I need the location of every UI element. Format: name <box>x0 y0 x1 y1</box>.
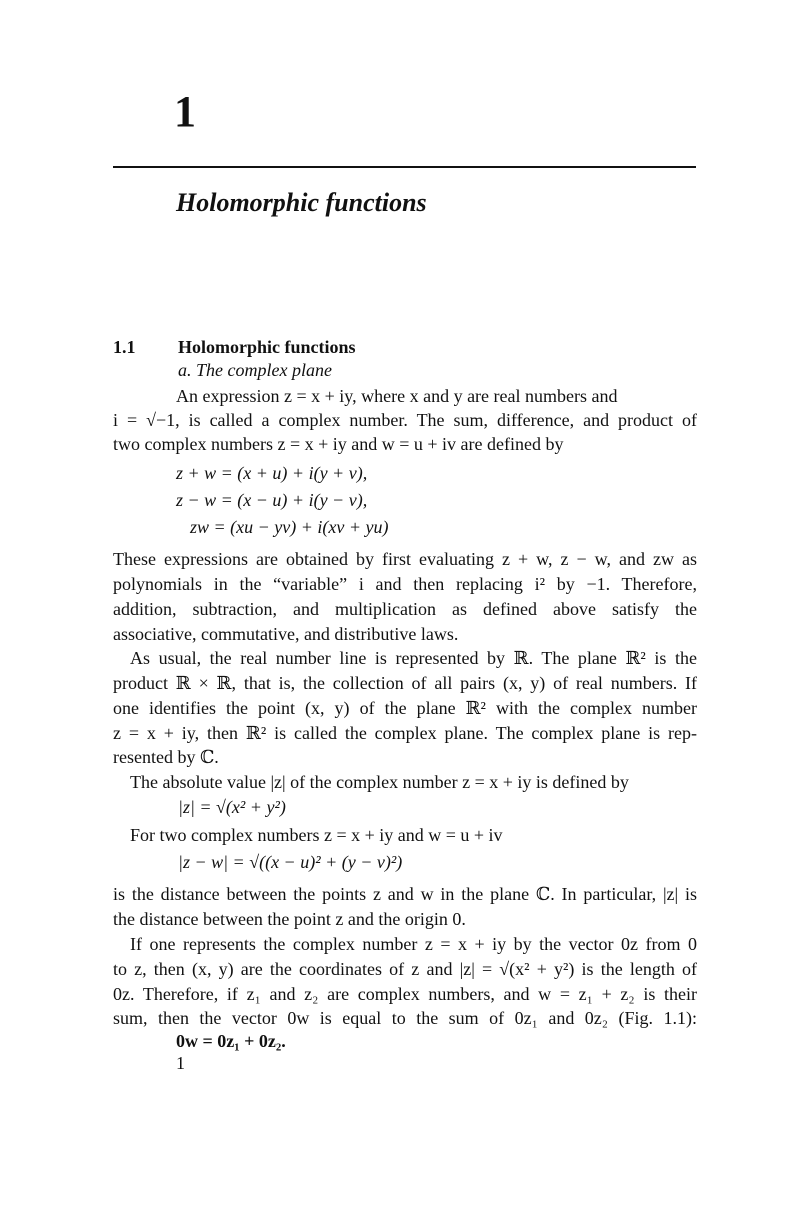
chapter-number: 1 <box>174 87 196 136</box>
text-line: the distance between the point z and the origin 0. <box>113 909 466 929</box>
chapter-title: Holomorphic functions <box>176 188 427 217</box>
text-line: two complex numbers z = x + iy and w = u + iv are defined by <box>113 434 564 454</box>
page-number: 1 <box>176 1053 185 1073</box>
text-line: sum, then the vector 0w is equal to the sum of 0z₁ and 0z₂ (Fig. 1.1): <box>113 1008 697 1028</box>
text-line: one identifies the point (x, y) of the plane ℝ² with the complex number <box>113 698 697 718</box>
equation-product: zw = (xu − yv) + i(xv + yu) <box>190 517 389 537</box>
text-line: z = x + iy, then ℝ² is called the complex plane. The complex plane is rep- <box>113 723 697 743</box>
text-line: An expression z = x + iy, where x and y are real numbers and <box>176 386 618 406</box>
equation-difference: z − w = (x − u) + i(y − v), <box>176 490 368 510</box>
text-line: polynomials in the “variable” i and then replacing i² by −1. Therefore, <box>113 574 697 594</box>
text-line: product ℝ × ℝ, that is, the collection of all pairs (x, y) of real numbers. If <box>113 673 697 693</box>
text-line: The absolute value |z| of the complex number z = x + iy is defined by <box>130 772 629 792</box>
text-line: 0z. Therefore, if z₁ and z₂ are complex numbers, and w = z₁ + z₂ is their <box>113 984 697 1004</box>
text-line: associative, commutative, and distributive laws. <box>113 624 459 644</box>
equation-sum: z + w = (x + u) + i(y + v), <box>176 463 368 483</box>
text-line: These expressions are obtained by first evaluating z + w, z − w, and zw as <box>113 549 697 569</box>
text-line: For two complex numbers z = x + iy and w = u + iv <box>130 825 503 845</box>
equation-vector-sum: 0w = 0z₁ + 0z₂. <box>176 1031 286 1051</box>
section-number: 1.1 <box>113 337 136 357</box>
text-line: is the distance between the points z and w in the plane ℂ. In particular, |z| is <box>113 884 697 904</box>
text-line: As usual, the real number line is represented by ℝ. The plane ℝ² is the <box>130 648 697 668</box>
equation-absolute-value: |z| = √(x² + y²) <box>178 797 286 817</box>
equation-distance: |z − w| = √((x − u)² + (y − v)²) <box>178 852 403 872</box>
text-line: If one represents the complex number z = x + iy by the vector 0z from 0 <box>130 934 697 954</box>
text-line: i = √−1, is called a complex number. The sum, difference, and product of <box>113 410 697 430</box>
subsection-title: a. The complex plane <box>178 360 332 380</box>
text-line: to z, then (x, y) are the coordinates of z and |z| = √(x² + y²) is the length of <box>113 959 697 979</box>
chapter-rule <box>113 166 696 168</box>
section-title: Holomorphic functions <box>178 337 356 357</box>
text-line: resented by ℂ. <box>113 747 219 767</box>
text-line: addition, subtraction, and multiplication as defined above satisfy the <box>113 599 697 619</box>
